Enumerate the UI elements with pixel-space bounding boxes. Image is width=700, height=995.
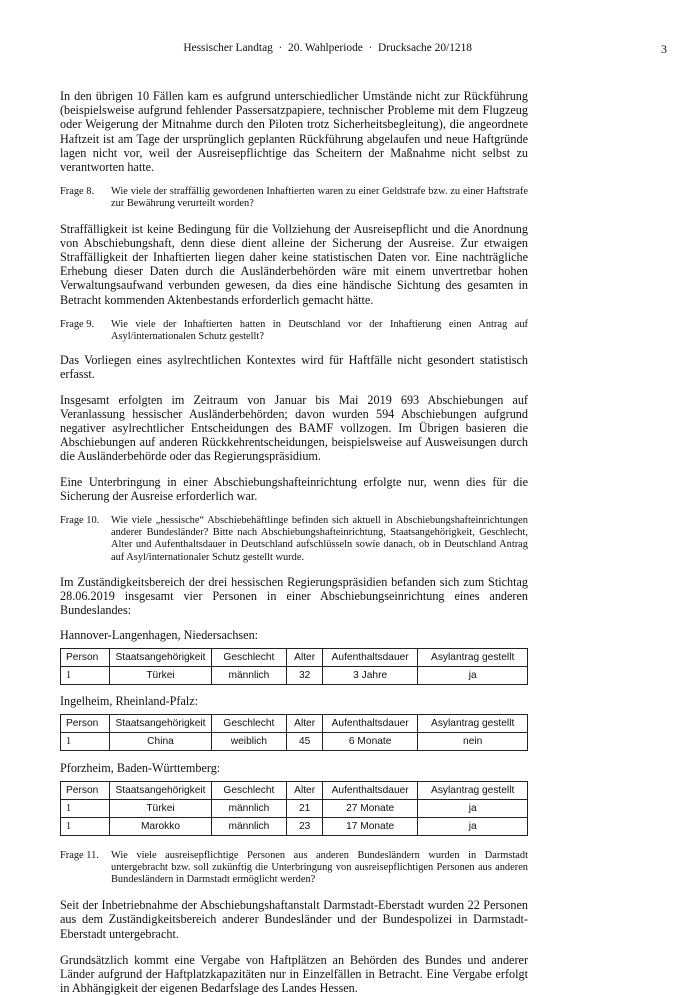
column-header: Alter: [287, 648, 323, 666]
header-separator: ·: [368, 42, 373, 54]
table-cell: 3 Jahre: [322, 666, 417, 684]
question-label: Frage 8.: [60, 186, 95, 198]
column-header: Staatsangehörigkeit: [110, 714, 211, 732]
answer-paragraph: Seit der Inbetriebnahme der Abschiebungshaftanstalt Darmstadt-Eberstadt wurden 22 Personen aus dem Zuständigkeitsbereich anderer Bundesländer und der Bundespolizei in Darmstadt-Eberstadt untergebracht.: [60, 898, 528, 941]
header-running-title: [183, 42, 472, 54]
table-row: [61, 732, 528, 750]
location-heading: Pforzheim, Baden-Württemberg:: [60, 760, 221, 775]
question-11: [60, 850, 528, 887]
question-label: Frage 11.: [60, 849, 99, 861]
table-cell: 1: [61, 799, 110, 817]
column-header: Staatsangehörigkeit: [110, 648, 211, 666]
detention-table-hannover: [60, 648, 528, 685]
answer-paragraph: Straffälligkeit ist keine Bedingung für die Vollziehung der Ausreisepflicht und die Anordnung von Abschiebungshaft, denn diese dient alleine der Sicherung der Ausreise. Zur etwaigen Straffälligkeit der Inhaftierten liegen daher keine statistischen Daten vor. Eine nachträgliche Erhebung dieser Daten durch die Ausländerbehörden wäre mit einem unvertretbar hohen Verwaltungsaufwand verbunden gewesen, da dies eine händische Sichtung des gesamten in Betracht kommenden Aktenbestands erforderlich gemacht hätte.: [60, 221, 528, 307]
detention-table-ingelheim: [60, 714, 528, 751]
table-row: [61, 666, 528, 684]
table-cell: männlich: [211, 799, 287, 817]
table-cell: 17 Monate: [322, 817, 417, 835]
column-header: Person: [61, 714, 110, 732]
table-row: [61, 799, 528, 817]
question-8: [60, 186, 528, 210]
column-header: Aufenthaltsdauer: [322, 714, 417, 732]
question-10: [60, 515, 528, 564]
table-row: [61, 817, 528, 835]
table-cell: 6 Monate: [322, 732, 417, 750]
table-cell: China: [110, 732, 211, 750]
table-cell: 27 Monate: [322, 799, 417, 817]
table-cell: weiblich: [211, 732, 287, 750]
column-header: Asylantrag gestellt: [418, 781, 528, 799]
page-header: [60, 42, 667, 58]
page-number: 3: [661, 42, 667, 56]
table-cell: 1: [61, 732, 110, 750]
detention-table-pforzheim: [60, 781, 528, 836]
header-separator: ·: [278, 42, 283, 54]
header-parliament: Hessischer Landtag: [183, 42, 273, 54]
column-header: Staatsangehörigkeit: [110, 781, 211, 799]
table-cell: 23: [287, 817, 323, 835]
question-text: Wie viele der straffällig gewordenen Inhaftierten waren zu einer Geldstrafe bzw. zu einer Haftstrafe zur Bewährung verurteilt worden?: [111, 186, 528, 210]
table-cell: 32: [287, 666, 323, 684]
column-header: Asylantrag gestellt: [418, 648, 528, 666]
column-header: Alter: [287, 781, 323, 799]
table-cell: 21: [287, 799, 323, 817]
column-header: Person: [61, 781, 110, 799]
question-label: Frage 9.: [60, 318, 95, 330]
question-text: Wie viele „hessische“ Abschiebehäftlinge befinden sich aktuell in Abschiebungshafteinrichtungen anderer Bundesländer? Bitte nach Abschiebungshafteinrichtung, Staatsangehörigkeit, Geschlecht, Alter und Aufenthaltsdauer in Deutschland aufschlüsseln sowie danach, ob in Deutschland Antrag auf Asyl/internationaler Schutz gestellt wurde.: [111, 515, 528, 563]
page-content: [60, 89, 528, 995]
answer-paragraph: Im Zuständigkeitsbereich der drei hessischen Regierungspräsidien befanden sich zum Stichtag 28.06.2019 insgesamt vier Personen in einer Abschiebungseinrichtung eines anderen Bundeslandes:: [60, 574, 528, 618]
question-text: Wie viele ausreisepflichtige Personen aus anderen Bundesländern wurden in Darmstadt untergebracht bzw. soll zukünftig die Unterbringung von ausreisepflichtigen Personen aus anderen Bundesländern in Darmstadt ermöglicht werden?: [111, 849, 528, 885]
answer-paragraph: Das Vorliegen eines asylrechtlichen Kontextes wird für Haftfälle nicht gesondert statistisch erfasst.: [60, 353, 528, 382]
column-header: Aufenthaltsdauer: [322, 781, 417, 799]
answer-paragraph: In den übrigen 10 Fällen kam es aufgrund unterschiedlicher Umstände nicht zur Rückführung (beispielsweise aufgrund fehlender Passersatzpapiere, technischer Probleme mit dem Flugzeug oder Weigerung der Mitnahme durch den Piloten trotz Sicherheitsbegleitung), die angeordnete Haftzeit ist am Tage der ursprünglich geplanten Rückführung abgelaufen und neue Haftgründe lagen nicht vor, weil der Ausreisepflichtige das Scheitern der Maßnahme nicht selbst zu verantworten hatte.: [60, 89, 528, 175]
header-period: 20. Wahlperiode: [288, 42, 363, 54]
question-label: Frage 10.: [60, 515, 100, 527]
column-header: Geschlecht: [211, 648, 287, 666]
table-cell: männlich: [211, 817, 287, 835]
table-cell: nein: [418, 732, 528, 750]
table-cell: Türkei: [110, 666, 211, 684]
question-text: Wie viele der Inhaftierten hatten in Deutschland vor der Inhaftierung einen Antrag auf Asyl/internationalen Schutz gestellt?: [111, 318, 528, 343]
location-heading: Hannover-Langenhagen, Niedersachsen:: [60, 627, 259, 642]
table-cell: ja: [418, 817, 528, 835]
location-heading: Ingelheim, Rheinland-Pfalz:: [60, 693, 199, 708]
answer-paragraph: Insgesamt erfolgten im Zeitraum von Januar bis Mai 2019 693 Abschiebungen auf Veranlassung hessischer Ausländerbehörden; davon wurden 594 Abschiebungen aufgrund negativer asylrechtlicher Entscheidungen des BAMF vollzogen. Im Übrigen basieren die Abschiebungen auf anderen Rückkehrentscheidungen, beispielsweise auf Ausweisungen durch die Ausländerbehörde oder das Regierungspräsidium.: [60, 392, 528, 464]
table-cell: 45: [287, 732, 323, 750]
table-header-row: [61, 648, 528, 666]
table-cell: ja: [418, 799, 528, 817]
header-document-number: Drucksache 20/1218: [378, 42, 472, 54]
column-header: Geschlecht: [211, 781, 287, 799]
answer-paragraph: Grundsätzlich kommt eine Vergabe von Haftplätzen an Behörden des Bundes und anderer Länder aufgrund der Haftplatzkapazitäten nur in Einzelfällen in Betracht. Eine Vergabe erfolgt in Abhängigkeit der eigenen Bedarfslage des Landes Hessen.: [60, 952, 528, 995]
column-header: Geschlecht: [211, 714, 287, 732]
table-cell: Türkei: [110, 799, 211, 817]
table-header-row: [61, 781, 528, 799]
column-header: Aufenthaltsdauer: [322, 648, 417, 666]
question-9: [60, 319, 528, 343]
table-header-row: [61, 714, 528, 732]
table-cell: 1: [61, 666, 110, 684]
column-header: Asylantrag gestellt: [418, 714, 528, 732]
table-cell: 1: [61, 817, 110, 835]
table-cell: ja: [418, 666, 528, 684]
column-header: Person: [61, 648, 110, 666]
table-cell: Marokko: [110, 817, 211, 835]
table-cell: männlich: [211, 666, 287, 684]
column-header: Alter: [287, 714, 323, 732]
answer-paragraph: Eine Unterbringung in einer Abschiebungshafteinrichtung erfolgte nur, wenn dies für die Sicherung der Ausreise erforderlich war.: [60, 474, 528, 503]
